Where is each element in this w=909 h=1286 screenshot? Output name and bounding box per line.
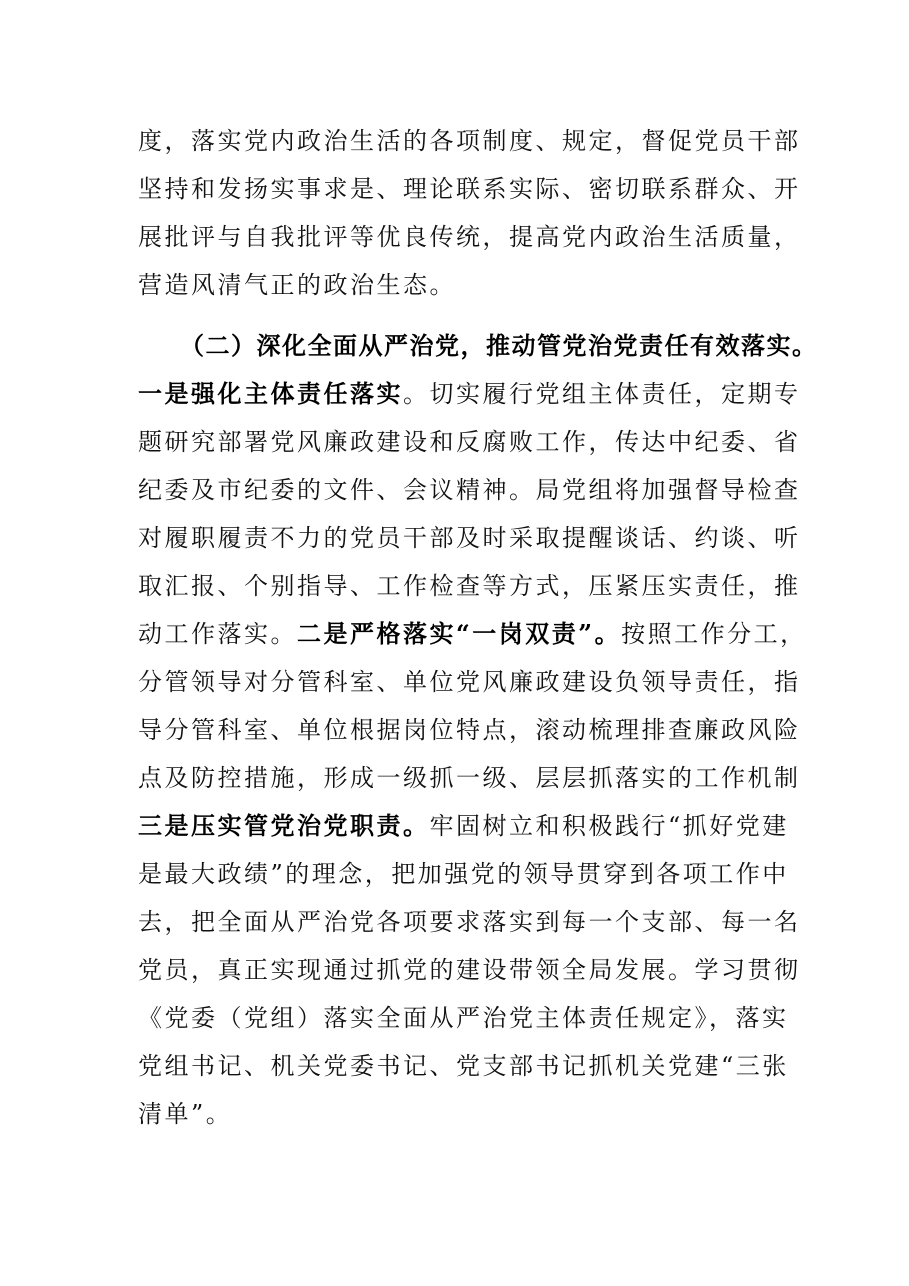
text-line-18 [138,954,801,986]
text-line-17 [138,906,801,938]
text-run: 纪委及市纪委的文件、会议精神。局党组将加强督导检查 [138,476,801,504]
text-line-15 [138,810,789,842]
text-line-7 [138,426,801,458]
text-line-6 [138,378,801,410]
text-line-10 [138,570,801,602]
text-run: 动工作落实。 [138,620,297,648]
text-run: 是最大政绩”的理念，把加强党的领导贯穿到各项工作中 [138,860,789,888]
text-run: 分管领导对分管科室、单位党风廉政建设负领导责任，指 [138,668,801,696]
text-run: 营造风清气正的政治生态。 [138,271,456,299]
text-run: 导分管科室、单位根据岗位特点，滚动梳理排查廉政风险 [138,716,801,744]
subheading-2: 二是严格落实“一岗双责”。 [297,619,622,648]
text-run: 题研究部署党风廉政建设和反腐败工作，传达中纪委、省 [138,428,801,456]
text-run: 对履职履责不力的党员干部及时采取提醒谈话、约谈、听 [138,524,801,552]
text-run: 党员，真正实现通过抓党的建设带领全局发展。学习贯彻 [138,956,801,984]
text-line-9 [138,522,801,554]
section-heading [180,330,820,362]
text-line-13 [138,714,801,746]
text-run: 去，把全面从严治党各项要求落实到每一个支部、每一名 [138,908,801,936]
text-run: 。切实履行党组主体责任，定期专 [403,380,801,408]
text-line-4 [138,269,778,301]
text-line-16 [138,858,789,890]
text-run: 按照工作分工， [621,620,807,648]
text-run: 坚持和发扬实事求是、理论联系实际、密切联系群众、开 [138,175,801,203]
text-line-14 [138,762,801,794]
text-run: 展批评与自我批评等优良传统，提高党内政治生活质量， [138,223,801,251]
text-line-11 [138,618,807,650]
text-line-3 [138,221,801,253]
text-line-19 [138,1002,789,1034]
text-line-20 [138,1050,789,1082]
text-run: 《党委（党组）落实全面从严治党主体责任规定》，落实 [138,1004,789,1032]
text-run: 取汇报、个别指导、工作检查等方式，压紧压实责任，推 [138,572,801,600]
subheading-1: 一是强化主体责任落实 [138,379,403,408]
text-line-8 [138,474,801,506]
text-line-1 [138,125,801,157]
text-line-21 [138,1098,778,1130]
subheading-3: 三是压实管党治党职责。 [138,811,430,840]
text-run: 点及防控措施，形成一级抓一级、层层抓落实的工作机制 [138,764,801,792]
text-line-12 [138,666,801,698]
text-run: 度，落实党内政治生活的各项制度、规定，督促党员干部 [138,127,801,155]
text-run: 清单”。 [138,1100,233,1128]
text-run: 党组书记、机关党委书记、党支部书记抓机关党建“三张 [138,1052,789,1080]
section-heading-text: （二）深化全面从严治党，推动管党治党责任有效落实。 [180,331,818,360]
text-run: 牢固树立和积极践行“抓好党建 [429,812,789,840]
text-line-2 [138,173,801,205]
